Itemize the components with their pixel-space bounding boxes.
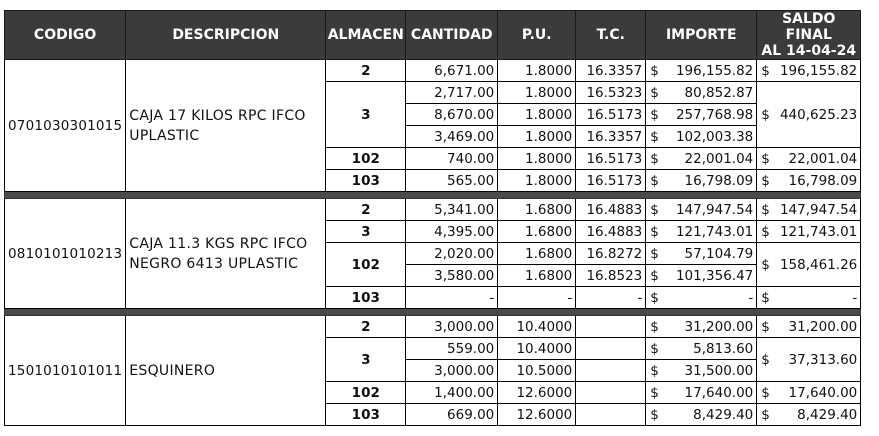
- tc-cell[interactable]: [576, 338, 646, 360]
- saldo-final-cell[interactable]: [757, 82, 861, 148]
- importe-cell-value: 17,640.00: [684, 384, 754, 401]
- importe-cell[interactable]: [646, 287, 757, 309]
- header-pu: P.U.: [498, 11, 576, 60]
- importe-cell[interactable]: [646, 265, 757, 287]
- almacen-cell[interactable]: 3: [326, 221, 406, 243]
- currency-symbol: $: [761, 172, 770, 189]
- saldo-final-cell[interactable]: [757, 404, 861, 426]
- saldo-final-cell-value: 37,313.60: [788, 351, 858, 368]
- header-saldo-line1: SALDO FINAL: [782, 11, 836, 43]
- header-cantidad: CANTIDAD: [406, 11, 498, 60]
- importe-cell[interactable]: [646, 360, 757, 382]
- almacen-cell[interactable]: 103: [326, 170, 406, 192]
- pu-cell[interactable]: 10.5000: [498, 360, 576, 382]
- tc-cell[interactable]: 16.5323: [576, 82, 646, 104]
- saldo-final-cell[interactable]: [757, 338, 861, 382]
- tc-cell[interactable]: [576, 404, 646, 426]
- saldo-final-cell[interactable]: [757, 221, 861, 243]
- tc-cell[interactable]: 16.4883: [576, 221, 646, 243]
- tc-cell[interactable]: 16.8272: [576, 243, 646, 265]
- cantidad-cell[interactable]: 740.00: [406, 148, 498, 170]
- currency-symbol: $: [650, 362, 659, 379]
- cantidad-cell[interactable]: 565.00: [406, 170, 498, 192]
- pu-cell[interactable]: 10.4000: [498, 338, 576, 360]
- header-row: [5, 11, 861, 60]
- importe-cell-value: 31,500.00: [684, 362, 754, 379]
- header-almacen: ALMACEN: [326, 11, 406, 60]
- cantidad-cell[interactable]: 2,717.00: [406, 82, 498, 104]
- currency-symbol: $: [650, 289, 659, 306]
- tc-cell[interactable]: [576, 382, 646, 404]
- tc-cell[interactable]: 16.3357: [576, 126, 646, 148]
- saldo-final-cell[interactable]: [757, 382, 861, 404]
- almacen-cell[interactable]: 2: [326, 316, 406, 338]
- importe-cell[interactable]: [646, 221, 757, 243]
- header-descripcion: DESCRIPCION: [126, 11, 326, 60]
- currency-symbol: $: [761, 351, 770, 368]
- saldo-final-cell-value: 31,200.00: [788, 318, 858, 335]
- pu-cell[interactable]: 1.8000: [498, 170, 576, 192]
- importe-cell-value: 102,003.38: [675, 128, 754, 145]
- importe-cell-value: 31,200.00: [684, 318, 754, 335]
- table-row: [5, 199, 861, 221]
- currency-symbol: $: [650, 150, 659, 167]
- separator-band: [5, 309, 861, 316]
- currency-symbol: $: [650, 340, 659, 357]
- importe-cell[interactable]: [646, 60, 757, 82]
- group-separator: [5, 192, 861, 199]
- cantidad-cell[interactable]: 2,020.00: [406, 243, 498, 265]
- table-row: [5, 60, 861, 82]
- importe-cell-value: 57,104.79: [684, 245, 754, 262]
- currency-symbol: $: [650, 245, 659, 262]
- pu-cell[interactable]: 10.4000: [498, 316, 576, 338]
- pu-cell[interactable]: 1.6800: [498, 199, 576, 221]
- importe-cell-value: 22,001.04: [684, 150, 754, 167]
- saldo-final-cell-value: 16,798.09: [788, 172, 858, 189]
- importe-cell-value: -: [748, 289, 754, 306]
- currency-symbol: $: [650, 172, 659, 189]
- saldo-final-cell-value: 8,429.40: [797, 406, 858, 423]
- currency-symbol: $: [761, 289, 770, 306]
- currency-symbol: $: [650, 62, 659, 79]
- pu-cell[interactable]: -: [498, 287, 576, 309]
- almacen-cell[interactable]: 102: [326, 382, 406, 404]
- header-codigo: CODIGO: [5, 11, 126, 60]
- currency-symbol: $: [761, 223, 770, 240]
- spreadsheet: [4, 10, 861, 426]
- cantidad-cell[interactable]: 4,395.00: [406, 221, 498, 243]
- importe-cell-value: 147,947.54: [675, 201, 754, 218]
- currency-symbol: $: [650, 384, 659, 401]
- currency-symbol: $: [761, 406, 770, 423]
- cantidad-cell[interactable]: 559.00: [406, 338, 498, 360]
- tc-cell[interactable]: [576, 316, 646, 338]
- importe-cell-value: 196,155.82: [675, 62, 754, 79]
- pu-cell[interactable]: 1.8000: [498, 126, 576, 148]
- saldo-final-cell[interactable]: [757, 316, 861, 338]
- separator-band: [5, 192, 861, 199]
- descripcion-cell[interactable]: CAJA 17 KILOS RPC IFCO UPLASTIC: [126, 60, 326, 192]
- pu-cell[interactable]: 1.8000: [498, 104, 576, 126]
- pu-cell[interactable]: 1.6800: [498, 221, 576, 243]
- currency-symbol: $: [650, 406, 659, 423]
- importe-cell[interactable]: [646, 243, 757, 265]
- header-tc: T.C.: [576, 11, 646, 60]
- cantidad-cell[interactable]: 1,400.00: [406, 382, 498, 404]
- cantidad-cell[interactable]: 3,580.00: [406, 265, 498, 287]
- codigo-cell[interactable]: 0810101010213: [5, 199, 126, 309]
- codigo-cell[interactable]: 1501010101011: [5, 316, 126, 426]
- currency-symbol: $: [761, 62, 770, 79]
- currency-symbol: $: [761, 318, 770, 335]
- tc-cell[interactable]: 16.5173: [576, 170, 646, 192]
- pu-cell[interactable]: 1.6800: [498, 243, 576, 265]
- cantidad-cell[interactable]: 3,000.00: [406, 360, 498, 382]
- pu-cell[interactable]: 12.6000: [498, 404, 576, 426]
- currency-symbol: $: [761, 150, 770, 167]
- cantidad-cell[interactable]: 669.00: [406, 404, 498, 426]
- cantidad-cell[interactable]: 6,671.00: [406, 60, 498, 82]
- pu-cell[interactable]: 12.6000: [498, 382, 576, 404]
- saldo-final-cell[interactable]: [757, 243, 861, 287]
- importe-cell[interactable]: [646, 82, 757, 104]
- header-saldo-final: [757, 11, 861, 60]
- importe-cell[interactable]: [646, 338, 757, 360]
- tc-cell[interactable]: 16.5173: [576, 148, 646, 170]
- importe-cell[interactable]: [646, 104, 757, 126]
- tc-cell[interactable]: -: [576, 287, 646, 309]
- tc-cell[interactable]: 16.3357: [576, 60, 646, 82]
- importe-cell-value: 80,852.87: [684, 84, 754, 101]
- saldo-final-cell[interactable]: [757, 170, 861, 192]
- cantidad-cell[interactable]: 8,670.00: [406, 104, 498, 126]
- group-separator: [5, 309, 861, 316]
- currency-symbol: $: [650, 223, 659, 240]
- tc-cell[interactable]: 16.8523: [576, 265, 646, 287]
- table-row: [5, 316, 861, 338]
- importe-cell[interactable]: [646, 404, 757, 426]
- currency-symbol: $: [650, 106, 659, 123]
- descripcion-cell[interactable]: CAJA 11.3 KGS RPC IFCO NEGRO 6413 UPLASTIC: [126, 199, 326, 309]
- saldo-final-cell[interactable]: [757, 287, 861, 309]
- inventory-table: [4, 10, 861, 426]
- importe-cell-value: 257,768.98: [675, 106, 754, 123]
- pu-cell[interactable]: 1.8000: [498, 60, 576, 82]
- currency-symbol: $: [761, 201, 770, 218]
- header-importe: IMPORTE: [646, 11, 757, 60]
- importe-cell[interactable]: [646, 316, 757, 338]
- saldo-final-cell[interactable]: [757, 60, 861, 82]
- currency-symbol: $: [761, 384, 770, 401]
- saldo-final-cell-value: 158,461.26: [779, 256, 858, 273]
- saldo-final-cell-value: 22,001.04: [788, 150, 858, 167]
- currency-symbol: $: [650, 201, 659, 218]
- currency-symbol: $: [650, 267, 659, 284]
- importe-cell[interactable]: [646, 126, 757, 148]
- importe-cell-value: 101,356.47: [675, 267, 754, 284]
- saldo-final-cell-value: 196,155.82: [779, 62, 858, 79]
- importe-cell-value: 8,429.40: [693, 406, 754, 423]
- cantidad-cell[interactable]: 3,000.00: [406, 316, 498, 338]
- importe-cell-value: 16,798.09: [684, 172, 754, 189]
- descripcion-cell[interactable]: ESQUINERO: [126, 316, 326, 426]
- saldo-final-cell[interactable]: [757, 199, 861, 221]
- importe-cell[interactable]: [646, 170, 757, 192]
- tc-cell[interactable]: 16.4883: [576, 199, 646, 221]
- currency-symbol: $: [650, 84, 659, 101]
- table-body: [5, 60, 861, 426]
- header-saldo-line2: AL 14-04-24: [761, 43, 857, 59]
- tc-cell[interactable]: [576, 360, 646, 382]
- currency-symbol: $: [650, 318, 659, 335]
- almacen-cell[interactable]: 3: [326, 338, 406, 382]
- saldo-final-cell-value: 17,640.00: [788, 384, 858, 401]
- pu-cell[interactable]: 1.8000: [498, 82, 576, 104]
- pu-cell[interactable]: 1.6800: [498, 265, 576, 287]
- almacen-cell[interactable]: 103: [326, 287, 406, 309]
- currency-symbol: $: [761, 106, 770, 123]
- importe-cell[interactable]: [646, 199, 757, 221]
- cantidad-cell[interactable]: -: [406, 287, 498, 309]
- cantidad-cell[interactable]: 5,341.00: [406, 199, 498, 221]
- codigo-cell[interactable]: 0701030301015: [5, 60, 126, 192]
- almacen-cell[interactable]: 102: [326, 243, 406, 287]
- cantidad-cell[interactable]: 3,469.00: [406, 126, 498, 148]
- almacen-cell[interactable]: 2: [326, 60, 406, 82]
- saldo-final-cell-value: 147,947.54: [779, 201, 858, 218]
- almacen-cell[interactable]: 3: [326, 82, 406, 148]
- saldo-final-cell-value: 440,625.23: [779, 106, 858, 123]
- currency-symbol: $: [761, 256, 770, 273]
- saldo-final-cell[interactable]: [757, 148, 861, 170]
- pu-cell[interactable]: 1.8000: [498, 148, 576, 170]
- saldo-final-cell-value: -: [852, 289, 858, 306]
- importe-cell-value: 5,813.60: [693, 340, 754, 357]
- almacen-cell[interactable]: 103: [326, 404, 406, 426]
- importe-cell[interactable]: [646, 382, 757, 404]
- almacen-cell[interactable]: 102: [326, 148, 406, 170]
- importe-cell[interactable]: [646, 148, 757, 170]
- almacen-cell[interactable]: 2: [326, 199, 406, 221]
- importe-cell-value: 121,743.01: [675, 223, 754, 240]
- currency-symbol: $: [650, 128, 659, 145]
- tc-cell[interactable]: 16.5173: [576, 104, 646, 126]
- saldo-final-cell-value: 121,743.01: [779, 223, 858, 240]
